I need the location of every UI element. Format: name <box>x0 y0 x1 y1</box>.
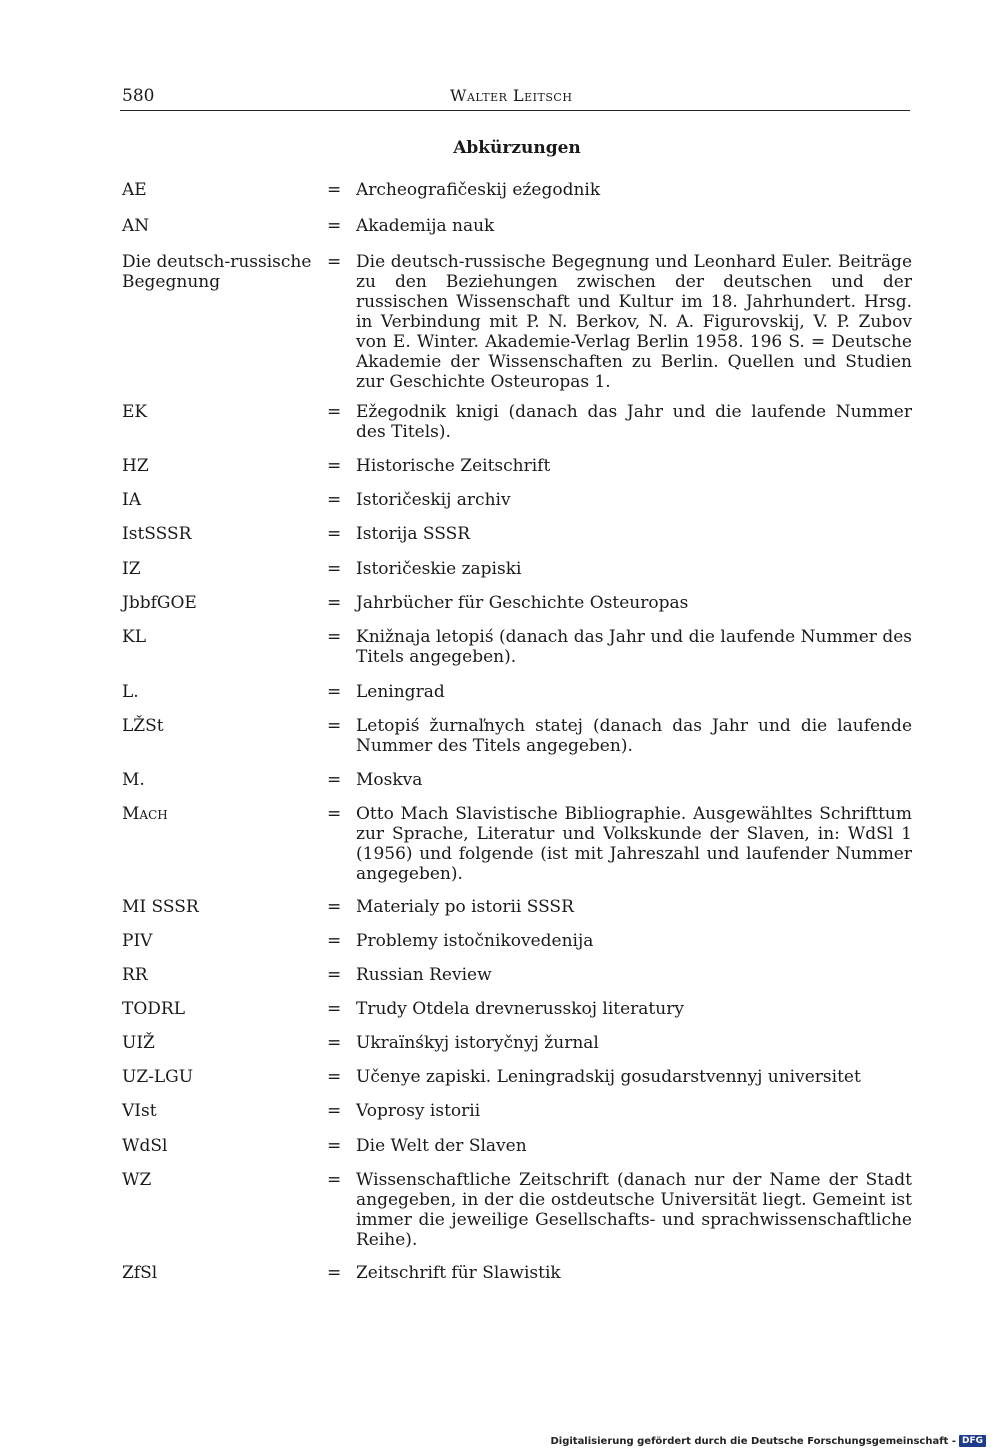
abbreviation: IstSSSR <box>122 524 192 544</box>
equals-sign: = <box>327 252 342 272</box>
abbreviation: WdSl <box>122 1136 168 1156</box>
abbreviation-definition: Učenye zapiski. Leningradskij gosudarstvennyj universitet <box>356 1067 861 1087</box>
abbreviation-definition: Voprosy istorii <box>356 1101 481 1121</box>
abbreviation: UIŽ <box>122 1033 155 1053</box>
abbreviation-definition: Materialy po istorii SSSR <box>356 897 574 917</box>
equals-sign: = <box>327 1136 342 1156</box>
equals-sign: = <box>327 180 342 200</box>
equals-sign: = <box>327 456 342 476</box>
equals-sign: = <box>327 627 342 647</box>
equals-sign: = <box>327 490 342 510</box>
abbreviation: L. <box>122 682 139 702</box>
equals-sign: = <box>327 999 342 1019</box>
equals-sign: = <box>327 682 342 702</box>
equals-sign: = <box>327 1067 342 1087</box>
abbreviation-definition: Zeitschrift für Slawistik <box>356 1263 561 1283</box>
abbreviation-definition: Historische Zeitschrift <box>356 456 551 476</box>
abbreviation-definition: Wissenschaftliche Zeitschrift (danach nur der Name der Stadt angegeben, in der die ostdeutsche Universität liegt. Gemeint ist immer die jeweilige Gesellschafts- und sprachwissenschaftliche Reihe). <box>356 1170 912 1250</box>
abbreviation-definition: Letopiś žurnaľnych statej (danach das Jahr und die laufende Nummer des Titels angegeben). <box>356 716 912 756</box>
abbreviation-definition: Moskva <box>356 770 423 790</box>
equals-sign: = <box>327 804 342 824</box>
abbreviation-definition: Istoričeskie zapiski <box>356 559 522 579</box>
section-title: Abkürzungen <box>453 138 581 158</box>
abbreviation: UZ-LGU <box>122 1067 194 1087</box>
equals-sign: = <box>327 965 342 985</box>
equals-sign: = <box>327 216 342 236</box>
abbreviation: TODRL <box>122 999 185 1019</box>
equals-sign: = <box>327 524 342 544</box>
abbreviation: PIV <box>122 931 153 951</box>
abbreviation-definition: Trudy Otdela drevnerusskoj literatury <box>356 999 684 1019</box>
abbreviation-definition: Die Welt der Slaven <box>356 1136 527 1156</box>
abbreviation: LŽSt <box>122 716 164 736</box>
abbreviation: IA <box>122 490 141 510</box>
equals-sign: = <box>327 559 342 579</box>
abbreviation: AE <box>122 180 147 200</box>
abbreviation-definition: Problemy istočnikovedenija <box>356 931 594 951</box>
abbreviation-definition: Russian Review <box>356 965 492 985</box>
equals-sign: = <box>327 716 342 736</box>
equals-sign: = <box>327 1263 342 1283</box>
abbreviation: RR <box>122 965 148 985</box>
running-head <box>120 84 910 111</box>
equals-sign: = <box>327 931 342 951</box>
abbreviation-definition: Otto Mach Slavistische Bibliographie. Ausgewähltes Schrifttum zur Sprache, Literatur und Volkskunde der Slaven, in: WdSl 1 (1956) und folgende (ist mit Jahreszahl und laufender Nummer angegeben). <box>356 804 912 884</box>
abbreviation: JbbfGOE <box>122 593 197 613</box>
equals-sign: = <box>327 1033 342 1053</box>
abbreviation: VIst <box>122 1101 157 1121</box>
abbreviation: MI SSSR <box>122 897 199 917</box>
abbreviation: HZ <box>122 456 149 476</box>
abbreviation: KL <box>122 627 146 647</box>
equals-sign: = <box>327 593 342 613</box>
abbreviation-definition: Istoričeskij archiv <box>356 490 511 510</box>
abbreviation-definition: Archeografičeskij eźegodnik <box>356 180 601 200</box>
abbreviation: IZ <box>122 559 141 579</box>
abbreviation: ZfSl <box>122 1263 158 1283</box>
abbreviation-definition: Leningrad <box>356 682 445 702</box>
running-title: Walter Leitsch <box>450 86 573 105</box>
abbreviation-definition: Ukraïnśkyj istoryčnyj žurnal <box>356 1033 599 1053</box>
equals-sign: = <box>327 1101 342 1121</box>
abbreviation-definition: Istorija SSSR <box>356 524 471 544</box>
abbreviation-definition: Ežegodnik knigi (danach das Jahr und die laufende Nummer des Titels). <box>356 402 912 442</box>
abbreviation: EK <box>122 402 148 422</box>
dfg-logo: DFG <box>959 1435 986 1447</box>
credit-text: Digitalisierung gefördert durch die Deutsche Forschungsgemeinschaft - <box>550 1435 956 1447</box>
abbreviation: WZ <box>122 1170 152 1190</box>
digitization-credit <box>550 1435 986 1447</box>
page-number: 580 <box>122 86 155 106</box>
equals-sign: = <box>327 402 342 422</box>
abbreviation: Die deutsch-russische Begegnung <box>122 252 312 292</box>
abbreviation: AN <box>122 216 150 236</box>
abbreviation-definition: Akademija nauk <box>356 216 495 236</box>
equals-sign: = <box>327 897 342 917</box>
abbreviation-definition: Die deutsch-russische Begegnung und Leonhard Euler. Beiträge zu den Beziehungen zwischen der deutschen und der russischen Wissenschaft und Kultur im 18. Jahrhundert. Hrsg. in Verbindung mit P. N. Berkov, N. A. Figurovskij, V. P. Zubov von E. Winter. Akademie-Verlag Berlin 1958. 196 S. = Deutsche Akademie der Wissenschaften zu Berlin. Quellen und Studien zur Geschichte Osteuropas 1. <box>356 252 912 392</box>
abbreviation: Mach <box>122 804 168 824</box>
abbreviation: M. <box>122 770 145 790</box>
abbreviation-definition: Jahrbücher für Geschichte Osteuropas <box>356 593 689 613</box>
equals-sign: = <box>327 1170 342 1190</box>
equals-sign: = <box>327 770 342 790</box>
abbreviation-definition: Knižnaja letopiś (danach das Jahr und die laufende Nummer des Titels angegeben). <box>356 627 912 667</box>
